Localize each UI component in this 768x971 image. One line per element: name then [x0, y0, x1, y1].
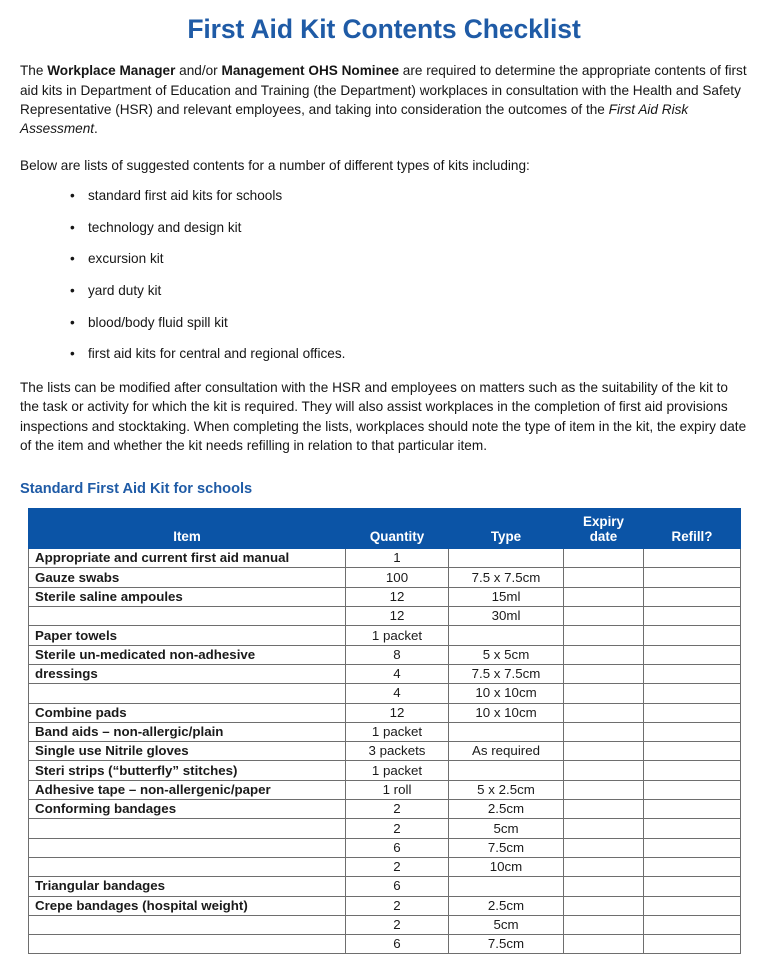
table-row [29, 684, 741, 703]
cell-expiry[interactable] [564, 935, 644, 954]
table-body [29, 549, 741, 954]
cell-item: Combine pads [29, 703, 346, 722]
table-row [29, 896, 741, 915]
cell-refill[interactable] [644, 838, 741, 857]
intro-p1-seg2: and/or [175, 63, 222, 79]
cell-item: Appropriate and current first aid manual [29, 549, 346, 568]
bullet-icon: • [70, 187, 75, 203]
cell-type [449, 877, 564, 896]
table-row [29, 935, 741, 954]
cell-item [29, 915, 346, 934]
cell-quantity: 1 [346, 549, 449, 568]
table-row [29, 877, 741, 896]
cell-item [29, 935, 346, 954]
table-header-row [29, 509, 741, 549]
cell-item: Sterile un-medicated non-adhesive [29, 645, 346, 664]
cell-quantity: 2 [346, 819, 449, 838]
cell-expiry[interactable] [564, 780, 644, 799]
table-row [29, 838, 741, 857]
cell-item: Adhesive tape – non-allergenic/paper [29, 780, 346, 799]
cell-item: Steri strips (“butterfly” stitches) [29, 761, 346, 780]
cell-quantity: 6 [346, 935, 449, 954]
standard-first-aid-kit-table [28, 508, 741, 954]
table-row [29, 800, 741, 819]
cell-type: 7.5cm [449, 935, 564, 954]
list-item [20, 345, 748, 363]
cell-type: As required [449, 742, 564, 761]
cell-refill[interactable] [644, 568, 741, 587]
column-header-quantity: Quantity [346, 509, 449, 549]
cell-refill[interactable] [644, 645, 741, 664]
cell-type: 2.5cm [449, 896, 564, 915]
cell-expiry[interactable] [564, 915, 644, 934]
cell-refill[interactable] [644, 703, 741, 722]
list-item-label: excursion kit [88, 251, 164, 267]
table-row [29, 703, 741, 722]
table-row [29, 607, 741, 626]
cell-refill[interactable] [644, 857, 741, 876]
page-title: First Aid Kit Contents Checklist [187, 14, 581, 44]
cell-quantity: 100 [346, 568, 449, 587]
cell-refill[interactable] [644, 761, 741, 780]
kit-types-list [20, 187, 748, 363]
cell-item: Single use Nitrile gloves [29, 742, 346, 761]
cell-quantity: 12 [346, 587, 449, 606]
list-item [20, 219, 748, 237]
cell-expiry[interactable] [564, 549, 644, 568]
cell-expiry[interactable] [564, 838, 644, 857]
list-item [20, 282, 748, 300]
cell-expiry[interactable] [564, 703, 644, 722]
table-row [29, 742, 741, 761]
table-row [29, 664, 741, 683]
cell-item [29, 857, 346, 876]
table-row [29, 780, 741, 799]
intro-p1-italic-risk-assessment: First Aid Risk Assessment [20, 102, 689, 137]
cell-type: 10 x 10cm [449, 703, 564, 722]
cell-item: dressings [29, 664, 346, 683]
cell-item [29, 819, 346, 838]
cell-item: Triangular bandages [29, 877, 346, 896]
cell-refill[interactable] [644, 684, 741, 703]
cell-expiry[interactable] [564, 896, 644, 915]
cell-expiry[interactable] [564, 645, 644, 664]
cell-quantity: 3 packets [346, 742, 449, 761]
table-row [29, 915, 741, 934]
bullet-icon: • [70, 219, 75, 235]
list-item [20, 187, 748, 205]
cell-quantity: 1 roll [346, 780, 449, 799]
cell-refill[interactable] [644, 664, 741, 683]
cell-item: Crepe bandages (hospital weight) [29, 896, 346, 915]
table-row [29, 549, 741, 568]
cell-expiry[interactable] [564, 626, 644, 645]
cell-quantity: 12 [346, 607, 449, 626]
table-row [29, 568, 741, 587]
cell-refill[interactable] [644, 819, 741, 838]
column-header-type: Type [449, 509, 564, 549]
cell-refill[interactable] [644, 722, 741, 741]
intro-p1-bold-workplace-manager: Workplace Manager [47, 63, 176, 79]
section-heading-standard-kit: Standard First Aid Kit for schools [20, 481, 253, 498]
intro-p1-seg4: . [94, 121, 98, 137]
cell-type: 7.5cm [449, 838, 564, 857]
column-header-refill: Refill? [644, 509, 741, 549]
cell-quantity: 4 [346, 684, 449, 703]
intro-paragraph-2: Below are lists of suggested contents for a number of different types of kits including: [20, 157, 530, 173]
bullet-icon: • [70, 314, 75, 330]
intro-paragraph-1 [20, 61, 748, 138]
cell-expiry[interactable] [564, 800, 644, 819]
cell-expiry[interactable] [564, 857, 644, 876]
cell-type: 7.5 x 7.5cm [449, 568, 564, 587]
list-item-label: yard duty kit [88, 282, 162, 298]
cell-item: Sterile saline ampoules [29, 587, 346, 606]
cell-quantity: 2 [346, 857, 449, 876]
cell-type: 5 x 2.5cm [449, 780, 564, 799]
cell-expiry[interactable] [564, 607, 644, 626]
list-item-label: standard first aid kits for schools [88, 187, 283, 203]
table-row [29, 819, 741, 838]
intro-p1-seg3: are required to determine the appropriate contents of first aid kits in Department of Education and Training (the Department) workplaces in consultation with the Health and Safety Representative (HSR) and relevant employees, and taking into consideration the outcomes of the [20, 63, 747, 118]
cell-quantity: 1 packet [346, 722, 449, 741]
cell-expiry[interactable] [564, 568, 644, 587]
cell-refill[interactable] [644, 626, 741, 645]
list-item-label: blood/body fluid spill kit [88, 314, 228, 330]
bullet-icon: • [70, 346, 75, 362]
cell-refill[interactable] [644, 935, 741, 954]
cell-type [449, 761, 564, 780]
cell-type: 30ml [449, 607, 564, 626]
cell-quantity: 6 [346, 877, 449, 896]
cell-refill[interactable] [644, 780, 741, 799]
intro-p1-seg1: The [20, 63, 48, 79]
cell-type: 7.5 x 7.5cm [449, 664, 564, 683]
cell-item: Conforming bandages [29, 800, 346, 819]
table-header [29, 509, 741, 549]
cell-expiry[interactable] [564, 722, 644, 741]
cell-quantity: 2 [346, 915, 449, 934]
cell-type: 5 x 5cm [449, 645, 564, 664]
cell-type [449, 626, 564, 645]
document-page [0, 14, 768, 971]
cell-expiry[interactable] [564, 587, 644, 606]
cell-expiry[interactable] [564, 742, 644, 761]
table-row [29, 587, 741, 606]
column-header-expiry-line2: date [589, 529, 618, 545]
cell-refill[interactable] [644, 877, 741, 896]
list-item [20, 250, 748, 268]
cell-refill[interactable] [644, 549, 741, 568]
cell-quantity: 8 [346, 645, 449, 664]
cell-type: 10 x 10cm [449, 684, 564, 703]
intro-p1-bold-ohs-nominee: Management OHS Nominee [221, 63, 400, 79]
cell-quantity: 1 packet [346, 626, 449, 645]
cell-expiry[interactable] [564, 819, 644, 838]
cell-quantity: 1 packet [346, 761, 449, 780]
cell-type: 15ml [449, 587, 564, 606]
column-header-expiry-line1: Expiry [583, 514, 624, 530]
cell-quantity: 4 [346, 664, 449, 683]
cell-quantity: 2 [346, 800, 449, 819]
cell-type: 2.5cm [449, 800, 564, 819]
cell-item: Band aids – non-allergic/plain [29, 722, 346, 741]
cell-expiry[interactable] [564, 761, 644, 780]
cell-type: 10cm [449, 857, 564, 876]
cell-refill[interactable] [644, 742, 741, 761]
column-header-expiry-date [564, 509, 644, 549]
intro-paragraph-3: The lists can be modified after consultation with the HSR and employees on matters such as the suitability of the kit to the task or activity for which the kit is required. They will also assist workplaces in the completion of first aid provisions inspections and stocktaking. When completing the lists, workplaces should note the type of item in the kit, the expiry date of the item and whether the kit needs refilling in relation to that particular item. [20, 379, 747, 453]
table-row [29, 761, 741, 780]
cell-type: 5cm [449, 915, 564, 934]
bullet-icon: • [70, 282, 75, 298]
bullet-icon: • [70, 251, 75, 267]
cell-refill[interactable] [644, 915, 741, 934]
table-row [29, 626, 741, 645]
cell-quantity: 6 [346, 838, 449, 857]
cell-refill[interactable] [644, 896, 741, 915]
cell-refill[interactable] [644, 607, 741, 626]
cell-expiry[interactable] [564, 664, 644, 683]
column-header-item: Item [29, 509, 346, 549]
cell-type [449, 722, 564, 741]
cell-refill[interactable] [644, 800, 741, 819]
table-row [29, 645, 741, 664]
cell-item: Gauze swabs [29, 568, 346, 587]
list-item-label: first aid kits for central and regional offices. [88, 346, 346, 362]
cell-item [29, 607, 346, 626]
cell-type: 5cm [449, 819, 564, 838]
list-item-label: technology and design kit [88, 219, 242, 235]
cell-expiry[interactable] [564, 684, 644, 703]
cell-quantity: 12 [346, 703, 449, 722]
table-row [29, 722, 741, 741]
cell-type [449, 549, 564, 568]
cell-item: Paper towels [29, 626, 346, 645]
table-row [29, 857, 741, 876]
list-item [20, 314, 748, 332]
cell-item [29, 684, 346, 703]
cell-item [29, 838, 346, 857]
cell-refill[interactable] [644, 587, 741, 606]
cell-quantity: 2 [346, 896, 449, 915]
cell-expiry[interactable] [564, 877, 644, 896]
